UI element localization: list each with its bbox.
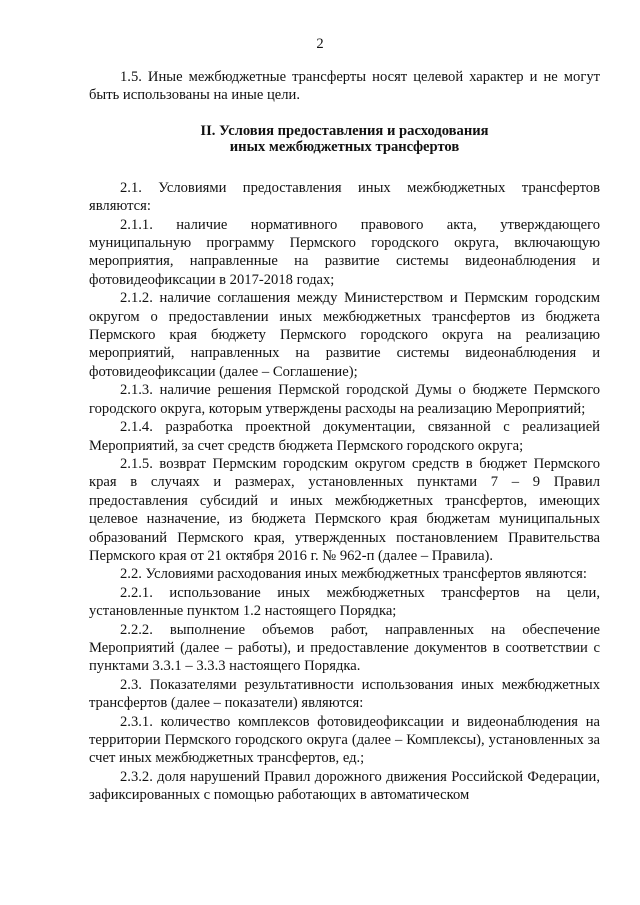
paragraph-2-3-1: 2.3.1. количество комплексов фотовидеофиксации и видеонаблюдения на территории Пермского городского округа (далее – Комплексы), установленных за счет иных межбюджетных трансфертов, ед.; [89,713,600,767]
section-heading [89,123,600,156]
paragraph-2-1: 2.1. Условиями предоставления иных межбюджетных трансфертов являются: [89,179,600,215]
page-number: 2 [316,36,324,52]
section-heading-line-2: иных межбюджетных трансфертов [229,139,460,156]
document-body [89,68,600,805]
paragraph-1-5: 1.5. Иные межбюджетные трансферты носят целевой характер и не могут быть использованы на иные цели. [89,69,600,104]
paragraph-2-3-2: 2.3.2. доля нарушений Правил дорожного движения Российской Федерации, зафиксированных с помощью работающих в автоматическом [89,768,600,804]
paragraph-2-1-1: 2.1.1. наличие нормативного правового акта, утверждающего муниципальную программу Пермского городского округа, включающую мероприятия, направленные на развитие системы видеонаблюдения и фотовидеофиксации в 2017-2018 годах; [89,216,600,288]
paragraph-2-2-1: 2.2.1. использование иных межбюджетных трансфертов на цели, установленные пунктом 1.2 настоящего Порядка; [89,584,600,620]
paragraph-2-1-4: 2.1.4. разработка проектной документации, связанной с реализацией Мероприятий, за счет средств бюджета Пермского городского округа; [89,419,600,454]
paragraph-2-1-3: 2.1.3. наличие решения Пермской городской Думы о бюджете Пермского городского округа, которым утверждены расходы на реализацию Мероприятий; [89,382,600,417]
section-heading-line-1: II. Условия предоставления и расходования [200,122,489,139]
paragraph-2-1-5: 2.1.5. возврат Пермским городским округом средств в бюджет Пермского края в случаях и размерах, установленных пунктами 7 – 9 Правил предоставления субсидий и иных межбюджетных трансфертов, имеющих целевое назначение, из бюджета Пермского края бюджетам муниципальных образований Пермского края, утвержденных постановлением Правительства Пермского края от 21 октября 2016 г. № 962-п (далее – Правила). [89,455,600,564]
paragraph-2-2: 2.2. Условиями расходования иных межбюджетных трансфертов являются: [120,566,587,583]
paragraph-2-2-2: 2.2.2. выполнение объемов работ, направленных на обеспечение Мероприятий (далее – работы), и предоставление документов в соответствии с пунктами 3.3.1 – 3.3.3 настоящего Порядка. [89,621,600,675]
paragraph-2-3: 2.3. Показателями результативности использования иных межбюджетных трансфертов (далее – показатели) являются: [89,676,600,712]
paragraph-2-1-2: 2.1.2. наличие соглашения между Министерством и Пермским городским округом о предоставлении иных межбюджетных трансфертов из бюджета Пермского края бюджету Пермского городского округа на реализацию мероприятий, направленных на развитие системы видеонаблюдения и фотовидеофиксации (далее – Соглашение); [89,290,600,380]
